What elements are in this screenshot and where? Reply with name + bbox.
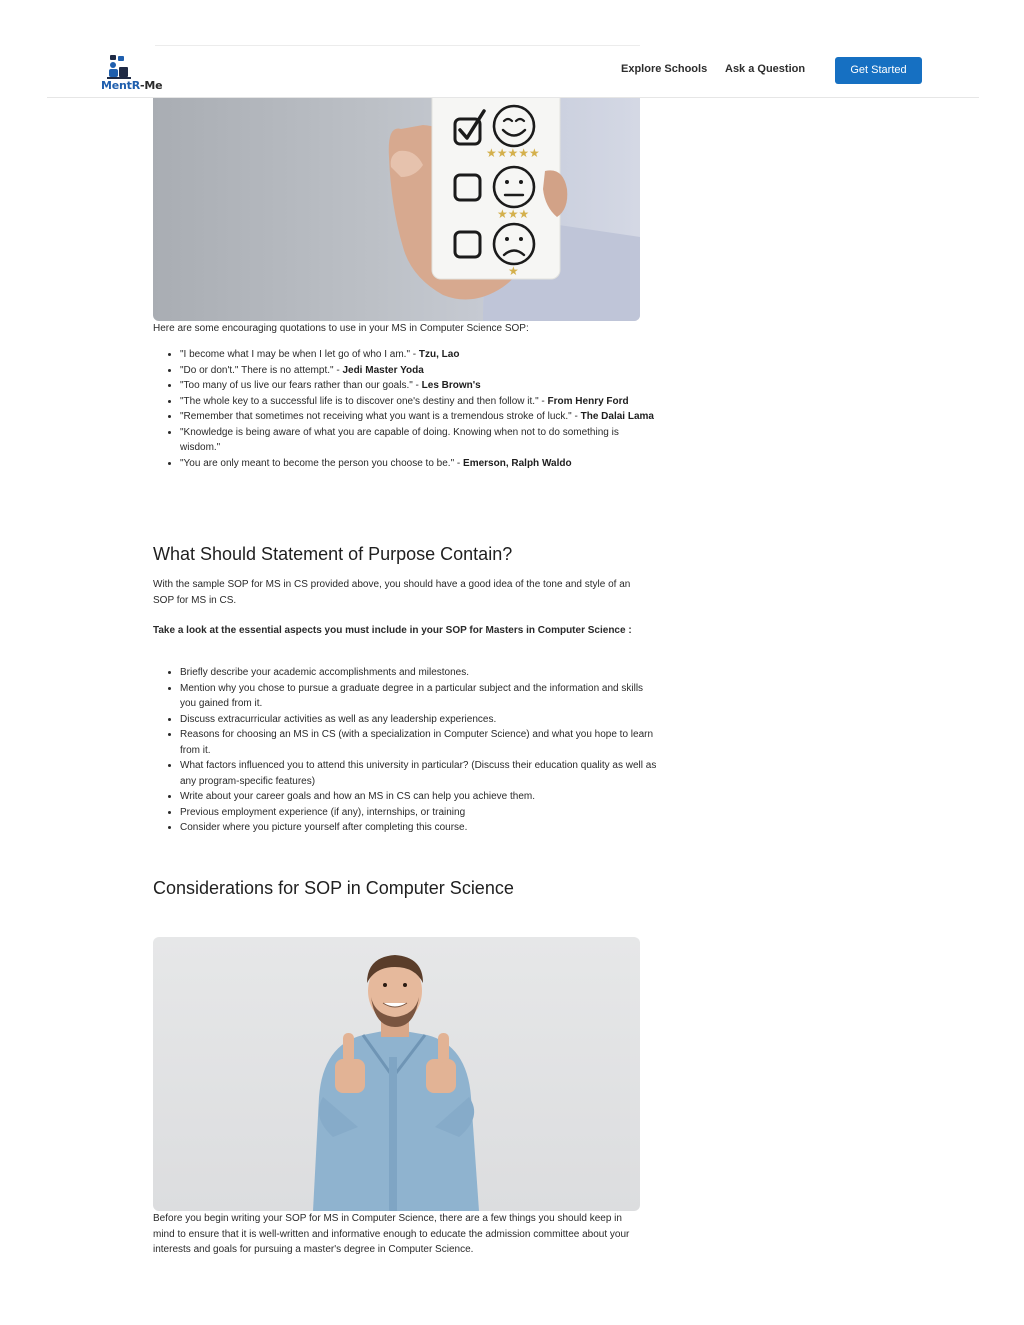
svg-text:★★★★★: ★★★★★ <box>486 146 540 160</box>
site-header <box>47 46 979 98</box>
list-item: • "Too many of us live our fears rather than our goals." - Les Brown's <box>180 378 660 394</box>
list-item: • What factors influenced you to attend this university in particular? (Discuss their education quality as well as any program-specific features) <box>180 758 660 789</box>
list-item: • Reasons for choosing an MS in CS (with a specialization in Computer Science) and what you hope to learn from it. <box>180 727 660 758</box>
site-logo[interactable] <box>101 55 161 95</box>
list-item: • "You are only meant to become the person you choose to be." - Emerson, Ralph Waldo <box>180 456 660 472</box>
nav-explore-schools[interactable]: Explore Schools <box>621 63 708 75</box>
list-item: • Previous employment experience (if any), internships, or training <box>180 805 660 821</box>
svg-text:★★★: ★★★ <box>497 207 530 221</box>
logo-icon <box>107 55 131 81</box>
svg-text:★: ★ <box>508 264 519 278</box>
section-heading-considerations: Considerations for SOP in Computer Science <box>153 878 514 898</box>
list-item: • Discuss extracurricular activities as well as any leadership experiences. <box>180 712 660 728</box>
nav-ask-question[interactable]: Ask a Question <box>725 63 806 75</box>
section-heading-sop-contents: What Should Statement of Purpose Contain? <box>153 544 513 564</box>
logo-text: MentR-Me <box>101 79 163 92</box>
quotes-list <box>163 347 660 471</box>
list-item: • "Knowledge is being aware of what you are capable of doing. Knowing when not to do something is wisdom." <box>180 425 660 456</box>
essential-aspects-list <box>163 665 660 836</box>
list-item: • Write about your career goals and how an MS in CS can help you achieve them. <box>180 789 660 805</box>
section1-subheading: Take a look at the essential aspects you must include in your SOP for Masters in Computer Science : <box>153 625 632 636</box>
list-item: • "Do or don't." There is no attempt." - Jedi Master Yoda <box>180 363 660 379</box>
list-item: • Mention why you chose to pursue a graduate degree in a particular subject and the information and skills you gained from it. <box>180 681 660 712</box>
list-item: • Consider where you picture yourself after completing this course. <box>180 820 660 836</box>
thumbs-up-man-image <box>153 937 640 1211</box>
section2-body: Before you begin writing your SOP for MS in Computer Science, there are a few things you should keep in mind to ensure that it is well-written and informative enough to educate the admission committee about your interests and goals for pursuing a master's degree in Computer Science. <box>153 1213 630 1255</box>
list-item: • "The whole key to a successful life is to discover one's destiny and then follow it." - From Henry Ford <box>180 394 660 410</box>
feedback-card-image <box>153 97 640 321</box>
list-item: • "Remember that sometimes not receiving what you want is a tremendous stroke of luck." - The Dalai Lama <box>180 409 660 425</box>
get-started-button[interactable]: Get Started <box>835 57 922 84</box>
section1-intro: With the sample SOP for MS in CS provided above, you should have a good idea of the tone and style of an SOP for MS in CS. <box>153 579 631 606</box>
quotes-intro: Here are some encouraging quotations to use in your MS in Computer Science SOP: <box>153 323 529 334</box>
list-item: • "I become what I may be when I let go of who I am." - Tzu, Lao <box>180 347 660 363</box>
star-icon <box>486 146 540 160</box>
list-item: • Briefly describe your academic accomplishments and milestones. <box>180 665 660 681</box>
